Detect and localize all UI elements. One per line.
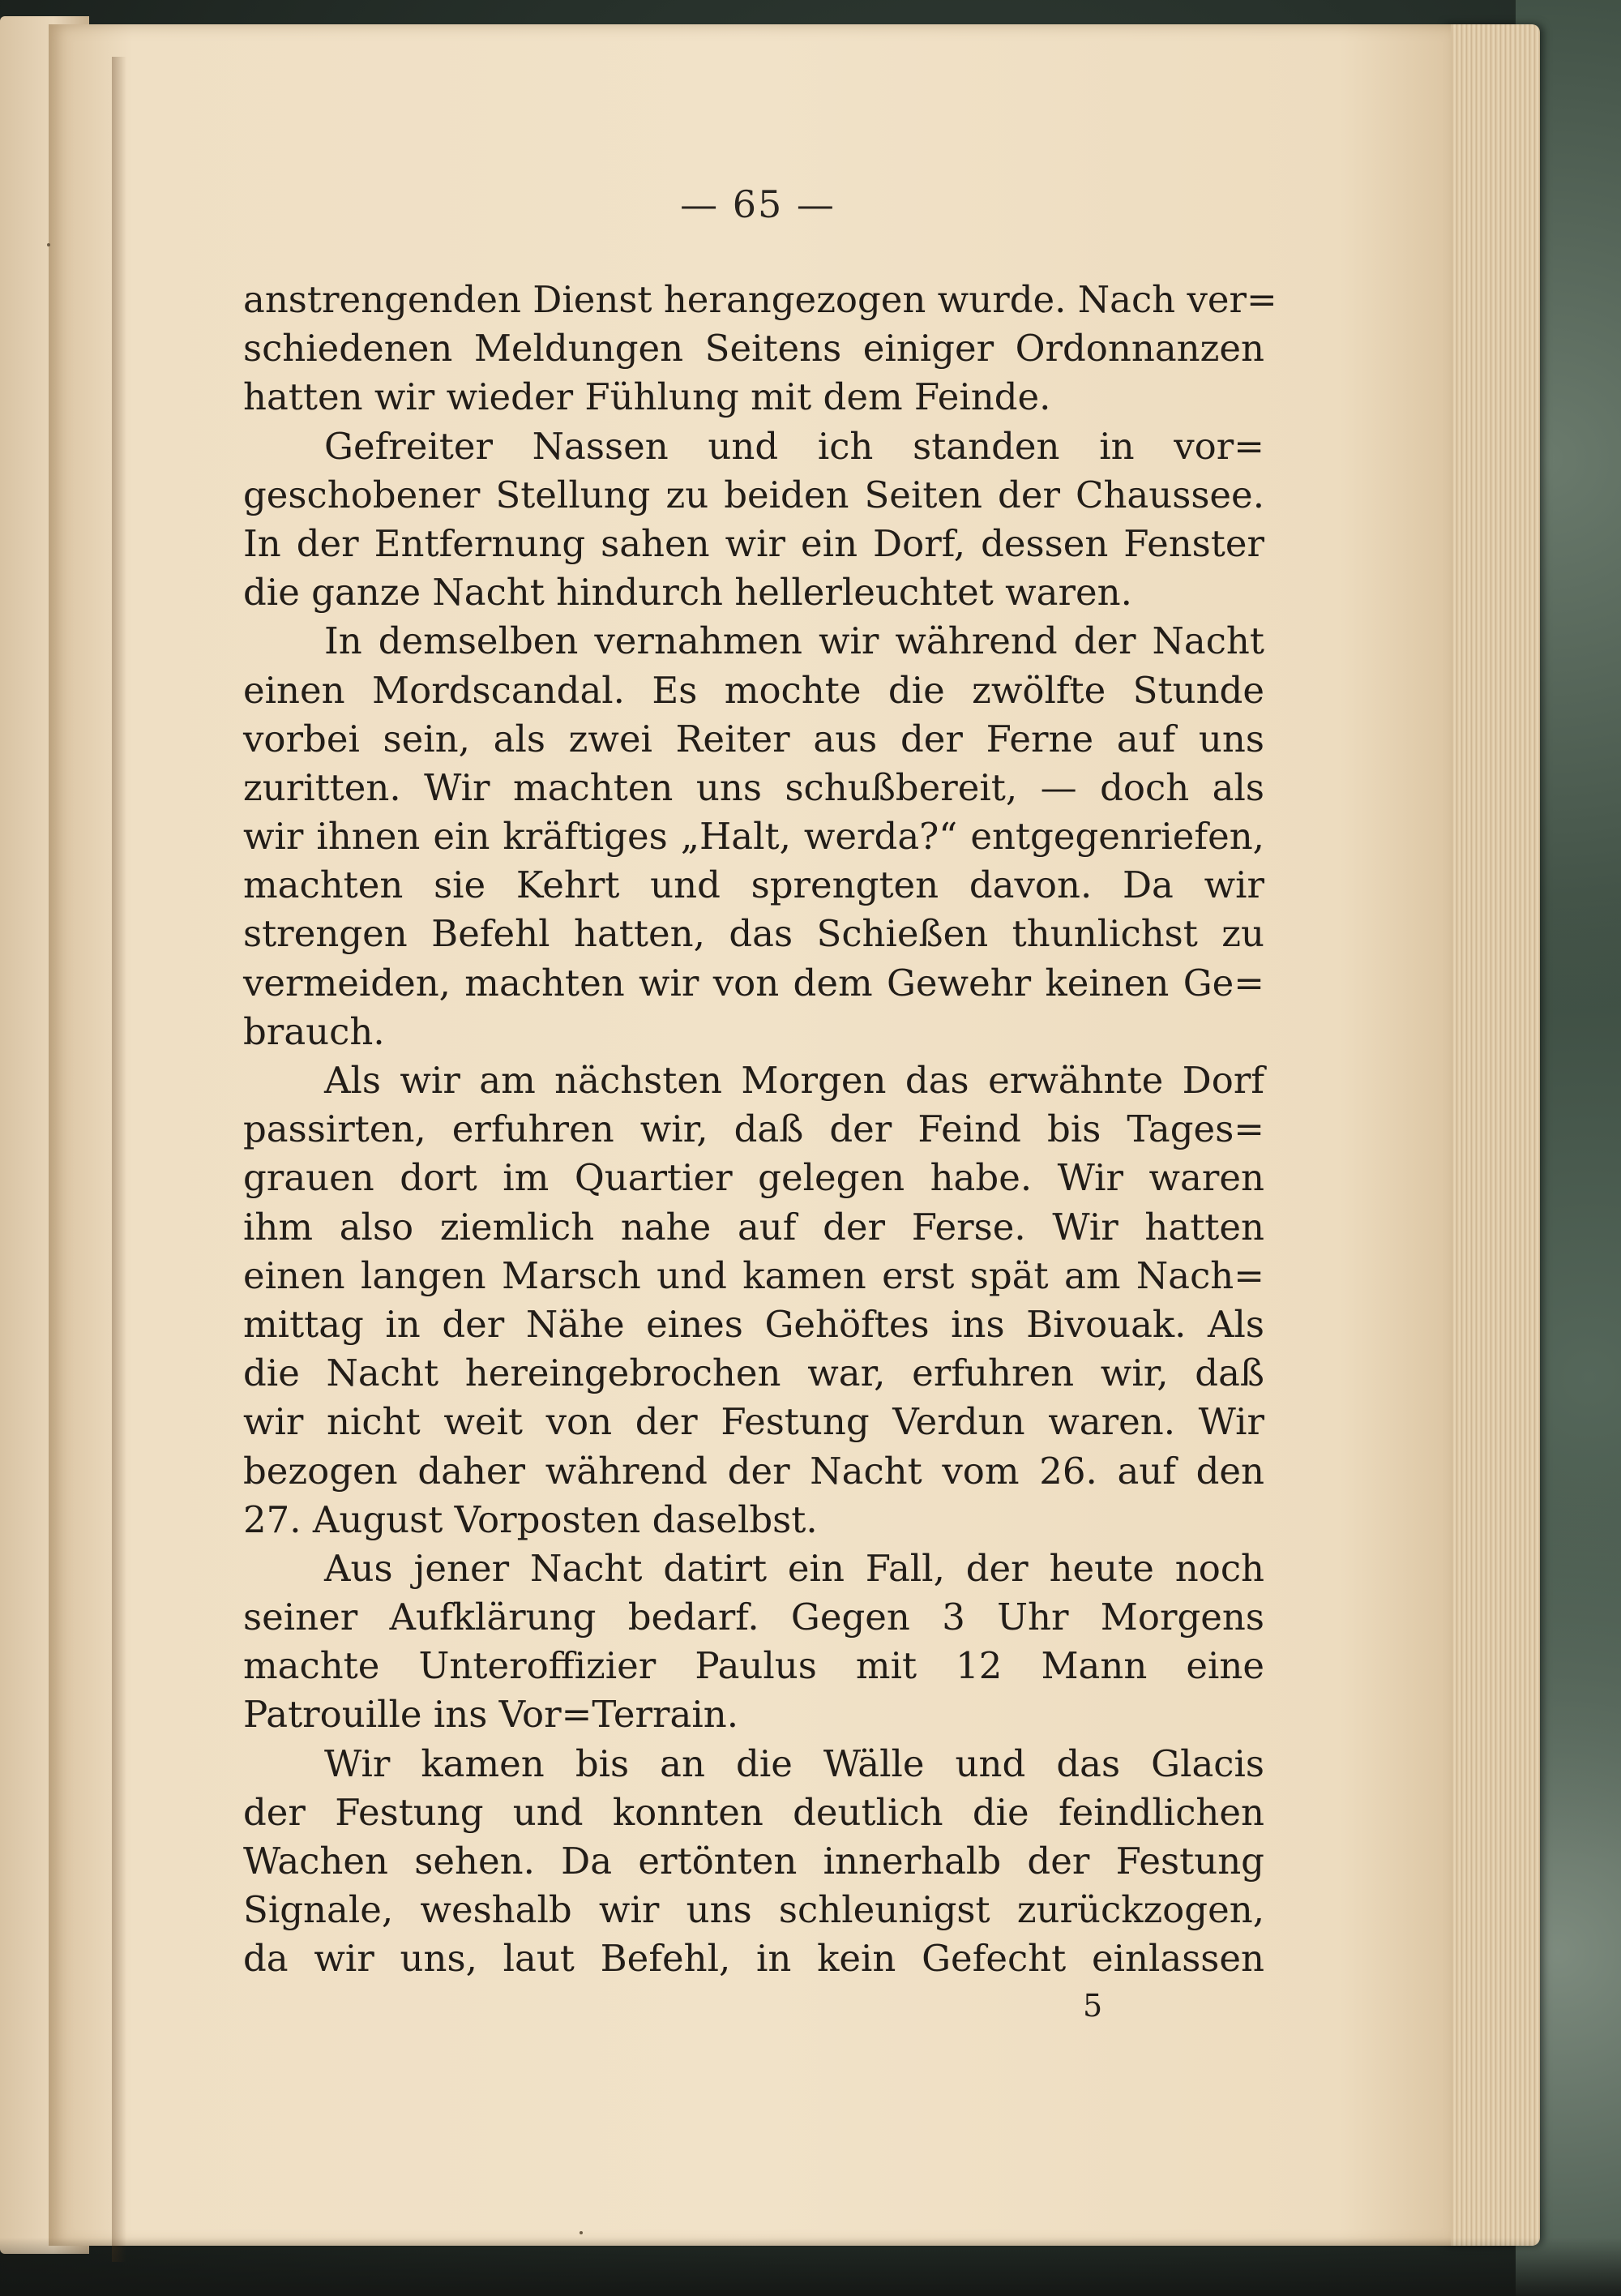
text-line: wir ihnen ein kräftiges „Halt, werda?“ entgegenriefen,: [243, 815, 1264, 859]
text-line: passirten, erfuhren wir, daß der Feind bis Tages=: [243, 1107, 1264, 1151]
text-line: da wir uns, laut Befehl, in kein Gefecht einlassen: [243, 1937, 1264, 1981]
text-line: geschobener Stellung zu beiden Seiten der Chaussee.: [243, 473, 1264, 516]
text-line: schiedenen Meldungen Seitens einiger Ordonnanzen: [243, 327, 1264, 371]
text-line: die Nacht hereingebrochen war, erfuhren wir, daß: [243, 1351, 1264, 1395]
text-line: vermeiden, machten wir von dem Gewehr keinen Ge=: [243, 961, 1264, 1004]
text-line: machte Unteroffizier Paulus mit 12 Mann eine: [243, 1644, 1264, 1688]
text-line: grauen dort im Quartier gelegen habe. Wir waren: [243, 1156, 1264, 1200]
text-line: In demselben vernahmen wir während der Nacht: [324, 619, 1264, 663]
text-line: die ganze Nacht hindurch hellerleuchtet waren.: [243, 571, 1132, 615]
text-line: Patrouille ins Vor=Terrain.: [243, 1693, 738, 1737]
text-line: 27. August Vorposten daselbst.: [243, 1497, 818, 1541]
text-line: mittag in der Nähe eines Gehöftes ins Bivouak. Als: [243, 1302, 1264, 1346]
text-line: ihm also ziemlich nahe auf der Ferse. Wir hatten: [243, 1205, 1264, 1249]
page-number: — 65 —: [680, 182, 836, 226]
text-line: anstrengenden Dienst herangezogen wurde. Nach ver=: [243, 278, 1277, 321]
text-line: zuritten. Wir machten uns schußbereit, — doch als: [243, 765, 1264, 809]
text-line: In der Entfernung sahen wir ein Dorf, dessen Fenster: [243, 521, 1264, 565]
text-line: der Festung und konnten deutlich die feindlichen: [243, 1790, 1264, 1834]
text-line: Signale, weshalb wir uns schleunigst zurückzogen,: [243, 1888, 1264, 1932]
body-text: [243, 276, 1277, 1984]
text-line: bezogen daher während der Nacht vom 26. auf den: [243, 1449, 1264, 1493]
text-line: Wir kamen bis an die Wälle und das Glacis: [324, 1741, 1264, 1785]
paper-speck: [47, 243, 50, 246]
text-line: Als wir am nächsten Morgen das erwähnte Dorf: [324, 1059, 1264, 1102]
paper-speck: [580, 2231, 583, 2234]
bottom-shadow: [0, 2238, 1621, 2296]
text-line: strengen Befehl hatten, das Schießen thunlichst zu: [243, 912, 1264, 956]
text-line: einen langen Marsch und kamen erst spät am Nach=: [243, 1253, 1264, 1297]
text-line: einen Mordscandal. Es mochte die zwölfte Stunde: [243, 668, 1264, 712]
text-line: machten sie Kehrt und sprengten davon. Da wir: [243, 863, 1264, 907]
page-gutter-shadow: [112, 57, 126, 2262]
text-line: Gefreiter Nassen und ich standen in vor=: [324, 424, 1264, 468]
text-line: hatten wir wieder Fühlung mit dem Feinde.: [243, 375, 1051, 419]
signature-mark: 5: [1083, 1988, 1103, 2024]
text-line: Wachen sehen. Da ertönten innerhalb der Festung: [243, 1840, 1264, 1883]
page-stack-edges: [1443, 24, 1540, 2246]
text-line: Aus jener Nacht datirt ein Fall, der heute noch: [324, 1546, 1264, 1590]
text-line: wir nicht weit von der Festung Verdun waren. Wir: [243, 1400, 1264, 1444]
text-line: vorbei sein, als zwei Reiter aus der Ferne auf uns: [243, 717, 1264, 760]
text-line: brauch.: [243, 1009, 385, 1053]
text-line: seiner Aufklärung bedarf. Gegen 3 Uhr Morgens: [243, 1596, 1264, 1639]
